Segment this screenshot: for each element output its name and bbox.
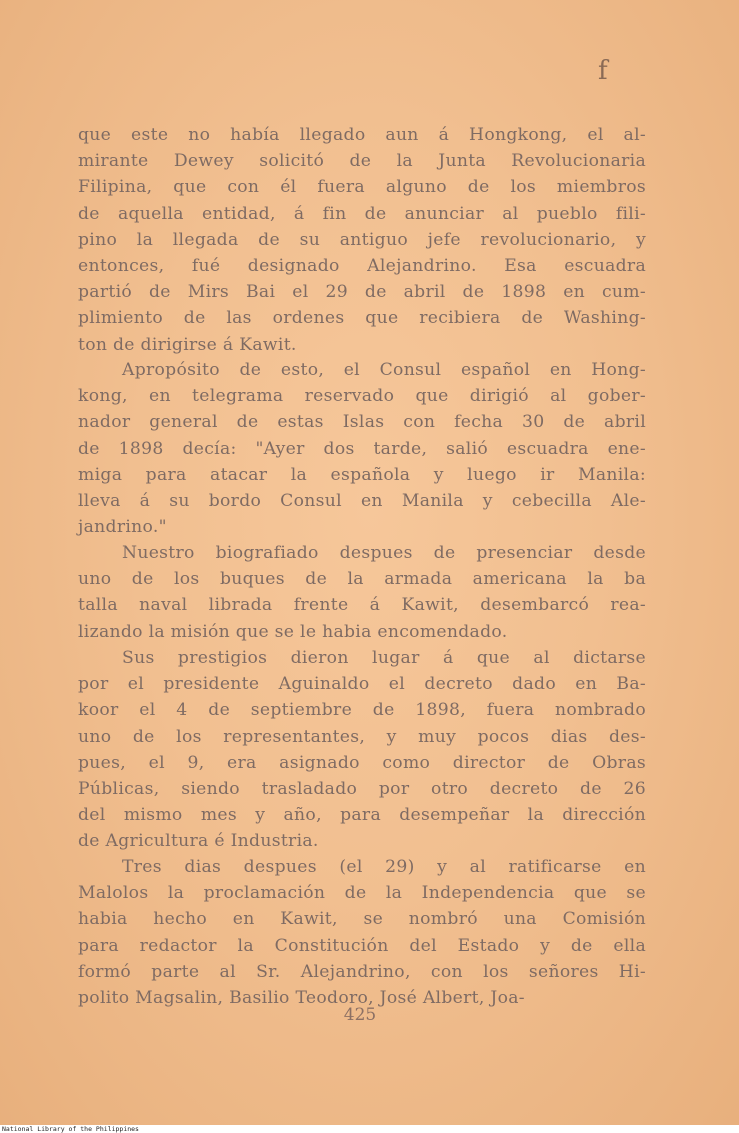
text-line: koor el 4 de septiembre de 1898, fuera nombrado: [78, 700, 646, 721]
text-line: nador general de estas Islas con fecha 30 de abril: [78, 412, 646, 433]
text-line: uno de los representantes, y muy pocos dias des-: [78, 726, 646, 747]
text-line: plimiento de las ordenes que recibiera de Washing-: [78, 308, 646, 329]
paragraph-5: [78, 854, 646, 1011]
text-line: para redactor la Constitución del Estado y de ella: [78, 935, 646, 956]
text-line: jandrino.": [78, 517, 167, 538]
text-line: entonces, fué designado Alejandrino. Esa escuadra: [78, 256, 646, 277]
text-line: lizando la misión que se le habia encomendado.: [78, 621, 508, 642]
text-line: habia hecho en Kawit, se nombró una Comisión: [78, 909, 646, 930]
text-line: Públicas, siendo trasladado por otro decreto de 26: [78, 779, 646, 800]
paragraph-1: [78, 122, 646, 358]
text-line: Sus prestigios dieron lugar á que al dictarse: [122, 648, 646, 668]
text-line: polito Magsalin, Basilio Teodoro, José Albert, Joa-: [78, 988, 525, 1009]
text-line: ton de dirigirse á Kawit.: [78, 334, 297, 355]
text-line: pino la llegada de su antiguo jefe revolucionario, y: [78, 229, 646, 250]
text-line: de 1898 decía: "Ayer dos tarde, salió escuadra ene-: [78, 438, 646, 459]
text-line: del mismo mes y año, para desempeñar la dirección: [78, 805, 646, 826]
text-line: Nuestro biografiado despues de presenciar desde: [122, 543, 646, 563]
paragraph-2: [78, 357, 646, 540]
text-line: talla naval librada frente á Kawit, desembarcó rea-: [78, 595, 646, 616]
paragraph-3: [78, 540, 646, 645]
library-credit: National Library of the Philippines: [2, 1125, 139, 1133]
text-line: Apropósito de esto, el Consul español en Hong-: [122, 360, 646, 380]
text-line: por el presidente Aguinaldo el decreto dado en Ba-: [78, 674, 646, 695]
text-line: de Agricultura é Industria.: [78, 831, 319, 852]
text-line: Tres dias despues (el 29) y al ratificarse en: [122, 857, 646, 877]
text-line: kong, en telegrama reservado que dirigió al gober-: [78, 386, 646, 407]
text-line: mirante Dewey solicitó de la Junta Revolucionaria: [78, 151, 646, 172]
text-line: partió de Mirs Bai el 29 de abril de 1898 en cum-: [78, 282, 646, 303]
text-line: uno de los buques de la armada americana la ba: [78, 569, 646, 590]
text-line: Malolos la proclamación de la Independencia que se: [78, 883, 646, 904]
text-line: de aquella entidad, á fin de anunciar al pueblo fili-: [78, 203, 646, 224]
page-number: 425: [343, 1005, 377, 1025]
top-margin-mark: f: [598, 56, 608, 86]
text-line: Filipina, que con él fuera alguno de los miembros: [78, 177, 646, 198]
paragraph-4: [78, 645, 646, 855]
text-line: miga para atacar la española y luego ir Manila:: [78, 464, 646, 485]
text-line: pues, el 9, era asignado como director de Obras: [78, 752, 646, 773]
text-line: que este no había llegado aun á Hongkong, el al-: [78, 125, 646, 145]
text-line: formó parte al Sr. Alejandrino, con los señores Hi-: [78, 961, 646, 982]
text-line: lleva á su bordo Consul en Manila y cebecilla Ale-: [78, 491, 646, 512]
